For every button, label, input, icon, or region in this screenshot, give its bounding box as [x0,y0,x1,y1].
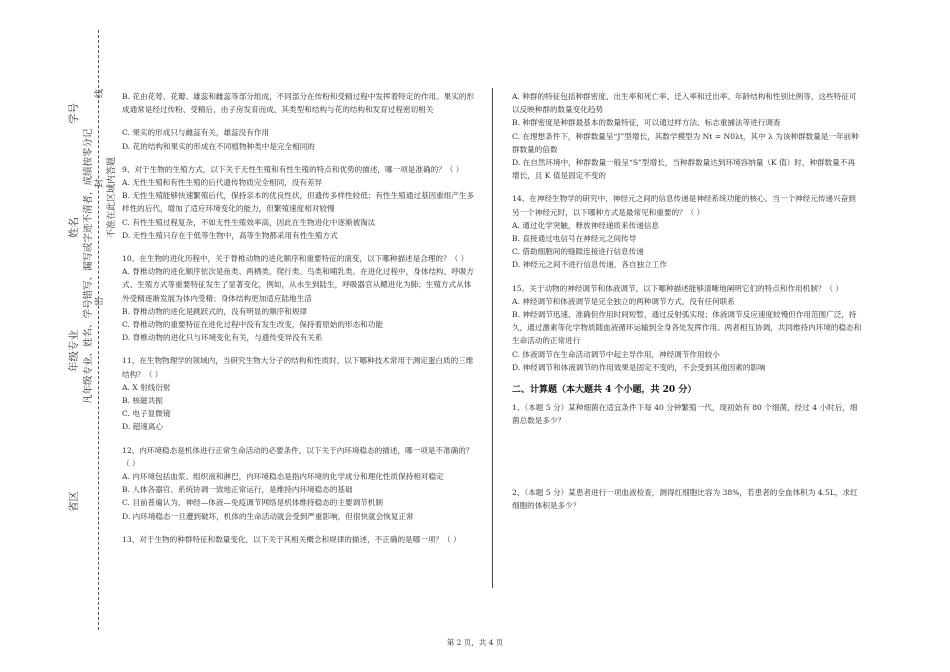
question-option: C. 在理想条件下，种群数量呈“J”型增长，其数学模型为 Nt = N0λt，其中 λ 为该种群数量是一年前种群数量的倍数 [512,131,859,154]
question-15: 15、关于动物的神经调节和体液调节，以下哪种描述能够清晰地阐明它们的特点和作用机制？（ ） [512,283,844,293]
question-option: D. 无性生殖只存在于低等生物中，高等生物都采用有性生殖方式 [122,230,338,240]
question-option: A. 内环境包括血浆、组织液和淋巴，内环境稳态是指内环境的化学成分和理化性质保持相对稳定 [122,472,444,482]
province-label: 省区 [68,491,80,512]
question-option: A. 无性生殖和有性生殖的后代遗传物质完全相同，没有差异 [122,178,323,188]
question-option: B. 种群密度是种群最基本的数量特征，可以通过样方法、标志重捕法等进行调查 [512,118,781,128]
section-title: 二、计算题（本大题共 4 个小题，共 20 分） [512,385,697,396]
question-option: D. 神经调节和体液调节的作用效果是固定不变的，不会受到其他因素的影响 [512,362,766,372]
seal-mark-2: 封 [95,178,105,188]
question-9: 9、对于生物的生殖方式，以下关于无性生殖和有性生殖的特点和优势的描述，哪一项是准确的？（ ） [122,164,464,174]
question-option: A. 脊椎动物的进化顺序依次是鱼类、两栖类、爬行类、鸟类和哺乳类。在进化过程中，身体结构、呼吸方式、生殖方式等重要特征发生了显著变化，例如，从水生到陆生，呼吸器官从鳃进化为肺；生殖方式从体外受精逐渐发展为体内受精；身体结构更加适应陆地生活 [122,267,475,303]
question-option: B. 人体各器官、系统协调一致地正常运行，是维持内环境稳态的基础 [122,485,353,495]
binding-margin [0,0,117,672]
question-option: C. 目前普遍认为，神经—体液—免疫调节网络是机体维持稳态的主要调节机制 [122,498,383,508]
left-column [122,90,478,546]
question-option: D. 花的结构和果实的形成在不同植物种类中是完全相同的 [122,141,315,151]
question-option: C. 脊椎动物的重要特征在进化过程中没有发生改变，保持着原始的形态和功能 [122,320,383,330]
question-option: D. 超速离心 [122,422,164,432]
question-14: 14、在神经生物学的研究中，神经元之间的信息传递是神经系统功能的核心。当一个神经元传递兴奋到另一个神经元时，以下哪种方式是最常见和重要的？（ ） [512,194,856,217]
student-id-label: 学号 [68,103,80,124]
question-option: C. 果实的形成只与雌蕊有关，雄蕊没有作用 [122,128,270,138]
question-option: A. 通过化学突触，释放神经递质来传递信息 [512,220,659,230]
major-label: 年级专业 [68,330,80,372]
question-option: D. 脊椎动物的进化只与环境变化有关，与遗传变异没有关系 [122,333,323,343]
question-option: B. 神经调节迅速、准确但作用时间短暂，通过反射弧实现；体液调节反应速度较慢但作用范围广泛，持久，通过激素等化学物质随血液循环运输到全身各处发挥作用。两者相互协调，共同维持内环境的稳态和生命活动的正常进行 [512,310,862,346]
question-option: A. 神经调节和体液调节是完全独立的两种调节方式，没有任何联系 [512,296,735,306]
question-option: A. 种群的特征包括种群密度、出生率和死亡率、迁入率和迁出率、年龄结构和性别比例等，这些特征可以反映种群的数量变化趋势 [512,92,857,115]
right-column [512,90,862,512]
answer-space [512,428,862,486]
question-13: 13、对于生物的种群特征和数量变化，以下关于其相关概念和规律的描述，不正确的是哪一项？（ ） [122,534,461,544]
question-option: B. 直接通过电信号在神经元之间传导 [512,234,637,244]
calc-question-1: 1、（本题 5 分）某种细菌在适宜条件下每 40 分钟繁殖一代，现初始有 80 个细菌，经过 4 小时后，细菌总数是多少？ [512,403,858,426]
name-label: 姓名 [68,217,80,238]
question-option: C. 借助细胞间的缝隙连接进行信息传递 [512,247,644,257]
question-10: 10、在生物的进化历程中，关于脊椎动物的进化顺序和重要特征的演变，以下哪种描述是合理的？（ ） [122,254,469,264]
question-option: C. 体液调节在生命活动调节中起主导作用，神经调节作用较小 [512,349,720,359]
question-option: D. 内环境稳态一旦遭到破坏，机体的生命活动就会受到严重影响，但很快就会恢复正常 [122,511,414,521]
question-option: D. 神经元之间不进行信息传递，各自独立工作 [512,260,667,270]
seal-mark-3: 线 [95,88,105,98]
question-text: B. 花由花萼、花瓣、雄蕊和雌蕊等部分组成，不同部分在传粉和受精过程中发挥着特定的作用。果实的形成通常是经过传粉、受精后，由子房发育而成，其类型和结构与花的结构和发育过程密切相关 [122,92,475,115]
binding-dashed-line [98,30,99,630]
calc-question-2: 2、（本题 5 分）某患者进行一项血液检查，测得红细胞比容为 38%，若患者的全血体积为 4.5L，求红细胞的体积是多少？ [512,487,858,510]
question-11: 11、在生物物理学的领域内，当研究生物大分子的结构和性质时，以下哪种技术常用于测定蛋白质的三维结构？（ ） [122,356,474,379]
warning-text: 不准在此区域内答题 [107,156,117,238]
page-footer: 第 2 页，共 4 页 [446,638,504,647]
question-option: C. 电子显微镜 [122,409,171,419]
seal-mark: 密 [95,296,105,306]
question-12: 12、内环境稳态是机体进行正常生命活动的必要条件，以下关于内环境稳态的描述，哪一项是不准确的？（ ） [122,445,474,468]
question-option: C. 有性生殖过程复杂，不如无性生殖效率高，因此在生物进化中逐渐被淘汰 [122,217,376,227]
question-option: B. 核磁共振 [122,396,163,406]
question-option: B. 无性生殖能够快速繁殖后代，保持亲本的优良性状，但遗传多样性较低；有性生殖通过基因重组产生多样性的后代，增加了适应环境变化的能力，但繁殖速度相对较慢 [122,191,475,214]
question-option: D. 在自然环境中，种群数量一般呈“S”型增长，当种群数量达到环境容纳量（K 值）时，种群数量不再增长，且 K 值是固定不变的 [512,158,856,181]
question-option: A. X 射线衍射 [122,382,171,392]
filling-rule: 凡年级专业、姓名、学号错写、漏写或字迹不清者，成绩按零分记 [83,128,94,404]
question-option: B. 脊椎动物的进化是跳跃式的，没有明显的顺序和规律 [122,306,308,316]
column-divider [492,88,493,588]
